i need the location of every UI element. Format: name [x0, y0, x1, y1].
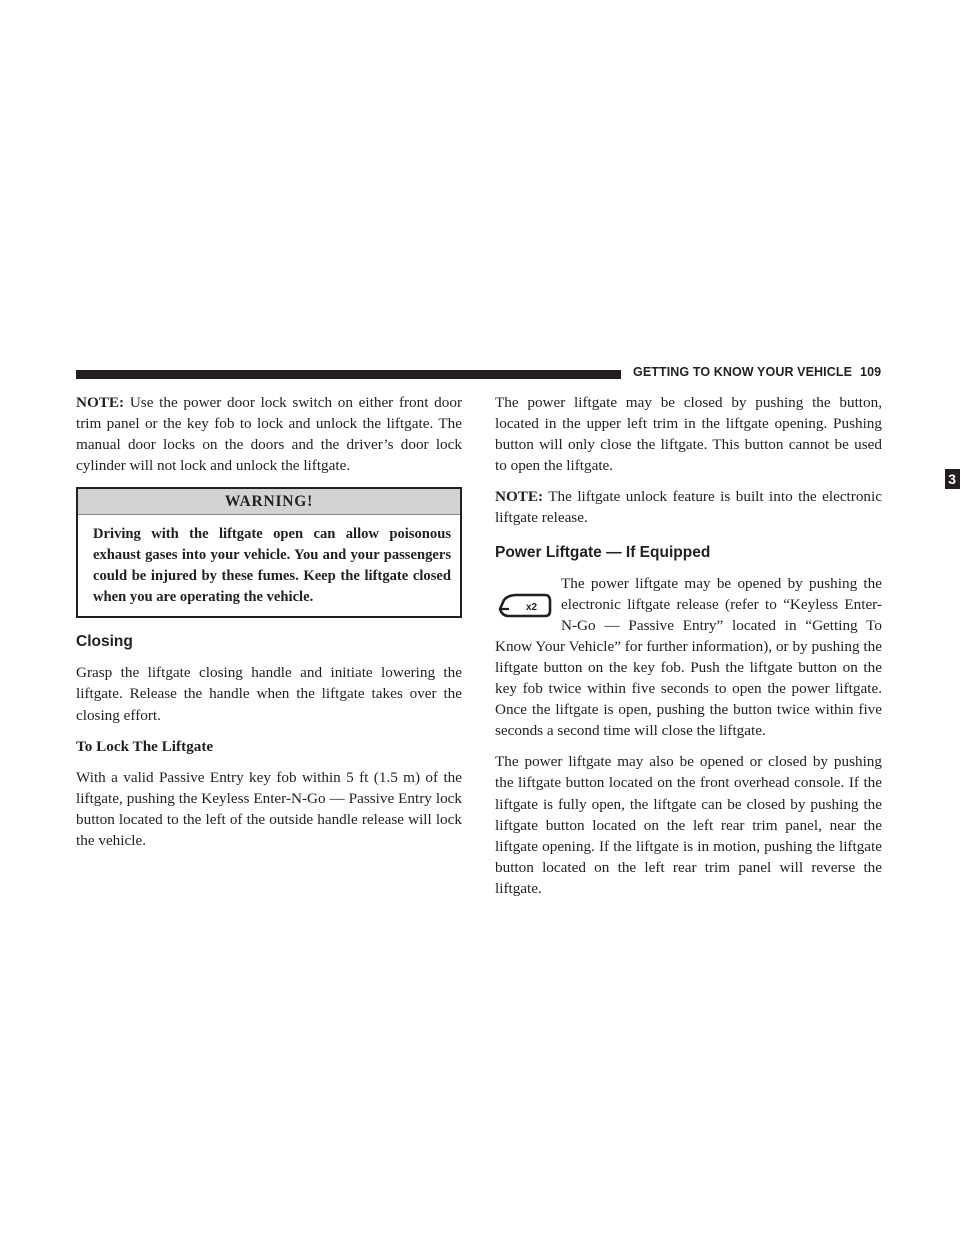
lock-liftgate-paragraph: With a valid Passive Entry key fob within 5 ft (1.5 m) of the liftgate, pushing the Keyless Enter-N-Go — Passive Entry lock button located to the left of the outside handle release will lock the vehicle.	[76, 768, 462, 849]
note-label: NOTE:	[76, 394, 125, 411]
running-header	[633, 365, 881, 379]
overhead-console-paragraph: The power liftgate may also be opened or closed by pushing the liftgate button located on the front overhead console. If the liftgate is fully open, the liftgate can be closed by pushing the liftgate button located on the left rear trim panel, near the liftgate opening. If the liftgate is in motion, pushing the liftgate button located on the left rear trim panel will reverse the liftgate.	[495, 753, 882, 897]
note-text: The liftgate unlock feature is built into the electronic liftgate release.	[495, 488, 882, 527]
warning-text: Driving with the liftgate open can allow poisonous exhaust gases into your vehicle. You and your passengers could be injured by these fumes. Keep the liftgate closed when you are operating the vehicle.	[93, 526, 451, 606]
note-paragraph-2	[495, 486, 882, 528]
note-label: NOTE:	[495, 488, 544, 506]
page-number: 109	[860, 365, 882, 379]
close-button-paragraph: The power liftgate may be closed by pushing the button, located in the upper left trim in the liftgate opening. Pushing button will only close the liftgate. This button cannot be used to open the liftgate.	[495, 394, 882, 475]
lock-liftgate-heading: To Lock The Liftgate	[76, 737, 214, 755]
note-text: Use the power door lock switch on either front door trim panel or the key fob to lock and unlock the liftgate. The manual door locks on the doors and the driver’s door lock cylinder will not lock and unlock the liftgate.	[76, 394, 462, 475]
warning-title: WARNING!	[78, 489, 460, 515]
power-liftgate-heading: Power Liftgate — If Equipped	[495, 543, 711, 561]
chapter-number: 3	[948, 471, 956, 487]
right-column	[495, 392, 882, 909]
header-rule	[76, 370, 621, 379]
icon-label: x2	[526, 601, 538, 613]
note-paragraph	[76, 392, 462, 476]
power-liftgate-paragraph: The power liftgate may be opened by pushing the electronic liftgate release (refer to “Keyless Enter-N-Go — Passive Entry” located in “Getting To Know Your Vehicle” for further information), or by pushing the liftgate button on the key fob. Push the liftgate button on the key fob twice within five seconds to open the power liftgate. Once the liftgate is open, pushing the button twice within five seconds a second time will close the liftgate.	[495, 574, 882, 740]
left-column	[76, 392, 462, 861]
liftgate-x2-icon	[495, 587, 557, 627]
warning-box	[76, 487, 462, 618]
closing-paragraph: Grasp the liftgate closing handle and initiate lowering the liftgate. Release the handle when the liftgate takes over the closing effort.	[76, 664, 462, 724]
section-title: GETTING TO KNOW YOUR VEHICLE	[633, 365, 853, 379]
chapter-tab	[945, 469, 960, 489]
closing-heading: Closing	[76, 633, 133, 651]
